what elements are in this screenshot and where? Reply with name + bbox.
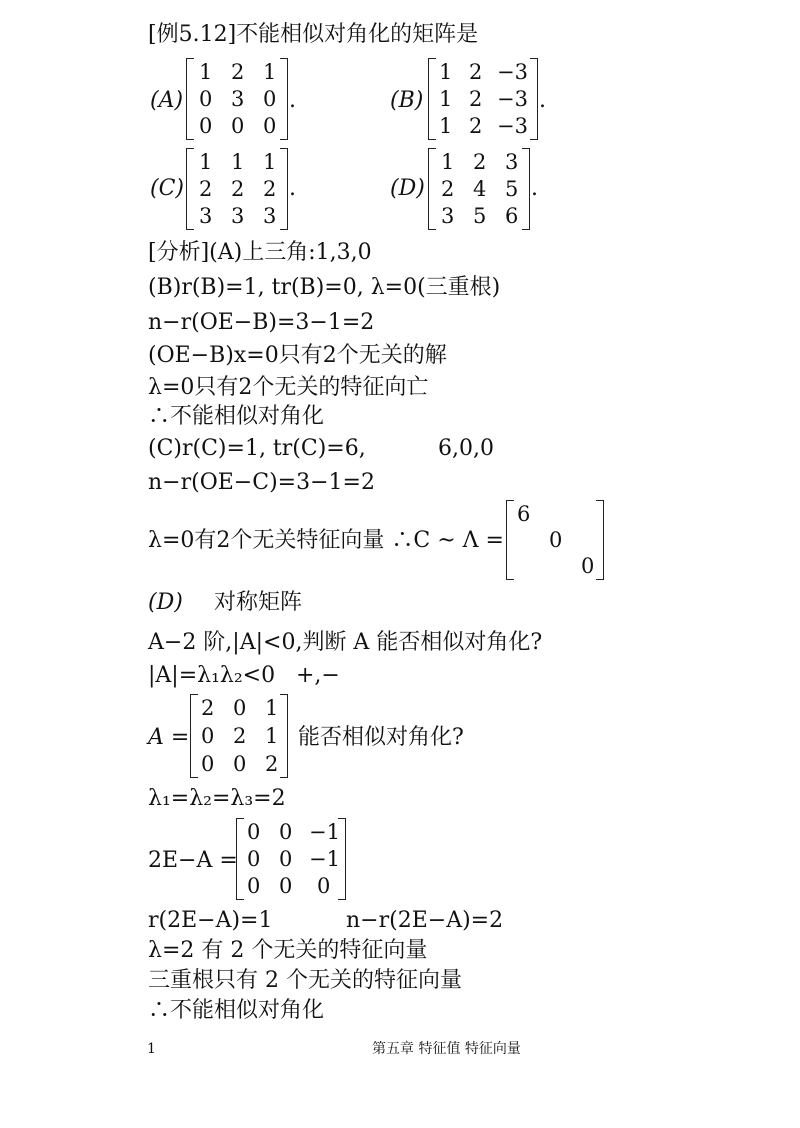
option-d-label: (D) <box>390 176 425 201</box>
matrix-cell: 2 <box>201 696 215 720</box>
matrix-cell: 0 <box>549 528 563 552</box>
matrix-cell: 3 <box>231 204 245 228</box>
matrix-cell: 1 <box>265 724 279 748</box>
analysis-line: [分析](A)上三角:1,3,0 <box>148 240 372 265</box>
option-d-period: . <box>531 176 538 201</box>
matrix-cell: 1 <box>199 150 213 174</box>
analysis-line: 对称矩阵 <box>214 590 303 615</box>
matrix-cell: 2 <box>473 150 487 174</box>
matrix-cell: 4 <box>473 177 487 201</box>
matrix-cell: 0 <box>199 87 213 111</box>
matrix-cell: 0 <box>199 114 213 138</box>
matrix-cell: 0 <box>279 820 293 844</box>
analysis-line: (C)r(C)=1, tr(C)=6, <box>148 436 366 461</box>
matrix-cell: 0 <box>247 874 261 898</box>
matrix-cell: 5 <box>473 204 487 228</box>
matrix-cell: 1 <box>263 60 277 84</box>
option-a-label: (A) <box>150 88 184 113</box>
option-b-label: (B) <box>390 88 424 113</box>
matrix-cell: 1 <box>263 150 277 174</box>
matrix-a <box>190 694 288 778</box>
matrix-cell: 1 <box>439 114 453 138</box>
chapter-title: 第五章 特征值 特征向量 <box>372 1041 521 1057</box>
question-title: [例5.12]不能相似对角化的矩阵是 <box>148 22 479 47</box>
matrix-cell: 2 <box>441 177 455 201</box>
matrix-2e-minus-a <box>236 818 346 900</box>
matrix-cell: 2 <box>233 724 247 748</box>
matrix-cell: 0 <box>279 874 293 898</box>
matrix-cell: −3 <box>497 60 528 84</box>
analysis-line: λ=0只有2个无关的特征向亡 <box>148 375 429 400</box>
analysis-line: 2E−A = <box>148 848 238 873</box>
option-b-matrix <box>428 58 538 140</box>
matrix-cell: 6 <box>505 204 519 228</box>
matrix-cell: 2 <box>231 60 245 84</box>
matrix-cell: 2 <box>469 114 483 138</box>
matrix-cell: 0 <box>201 752 215 776</box>
analysis-line: λ=0有2个无关特征向量 ∴C ~ Λ = <box>148 528 504 553</box>
option-a-matrix <box>186 58 288 140</box>
matrix-cell: 0 <box>263 87 277 111</box>
diagonal-matrix <box>506 500 604 580</box>
analysis-line: A−2 阶,|A|<0,判断 A 能否相似对角化? <box>148 630 543 655</box>
matrix-cell: 1 <box>231 150 245 174</box>
matrix-cell: 0 <box>581 554 595 578</box>
matrix-cell: 0 <box>247 820 261 844</box>
matrix-cell: 1 <box>439 87 453 111</box>
analysis-line: λ₁=λ₂=λ₃=2 <box>148 786 286 811</box>
analysis-line: n−r(OE−C)=3−1=2 <box>148 470 375 495</box>
matrix-cell: −1 <box>309 820 340 844</box>
analysis-line: ∴不能相似对角化 <box>148 998 325 1023</box>
analysis-line: 三重根只有 2 个无关的特征向量 <box>148 968 462 993</box>
analysis-line: |A|=λ₁λ₂<0 <box>148 663 276 688</box>
option-c-period: . <box>289 176 296 201</box>
matrix-cell: 1 <box>439 60 453 84</box>
analysis-line: (B)r(B)=1, tr(B)=0, λ=0(三重根) <box>148 275 501 300</box>
matrix-cell: 0 <box>279 847 293 871</box>
page-number: 1 <box>147 1041 156 1057</box>
matrix-cell: 2 <box>231 177 245 201</box>
analysis-line: 能否相似对角化? <box>298 725 464 750</box>
option-c-label: (C) <box>150 176 184 201</box>
matrix-cell: 3 <box>263 204 277 228</box>
matrix-cell: 0 <box>317 874 331 898</box>
analysis-line: 6,0,0 <box>438 436 494 461</box>
analysis-line: ∴不能相似对角化 <box>148 404 325 429</box>
analysis-line: n−r(OE−B)=3−1=2 <box>148 310 375 335</box>
option-a-period: . <box>289 88 296 113</box>
matrix-cell: 2 <box>469 60 483 84</box>
analysis-line: +,− <box>296 663 340 688</box>
matrix-cell: 0 <box>247 847 261 871</box>
matrix-cell: 1 <box>441 150 455 174</box>
matrix-cell: 1 <box>199 60 213 84</box>
matrix-cell: 3 <box>231 87 245 111</box>
option-d-matrix <box>428 148 530 230</box>
matrix-cell: −1 <box>309 847 340 871</box>
matrix-cell: 2 <box>199 177 213 201</box>
matrix-cell: −3 <box>497 114 528 138</box>
option-b-period: . <box>539 88 546 113</box>
matrix-cell: 0 <box>233 696 247 720</box>
analysis-line: A = <box>148 725 190 750</box>
matrix-cell: 3 <box>505 150 519 174</box>
matrix-cell: 3 <box>441 204 455 228</box>
matrix-cell: 0 <box>233 752 247 776</box>
analysis-line: (OE−B)x=0只有2个无关的解 <box>148 343 447 368</box>
matrix-cell: 6 <box>517 502 531 526</box>
matrix-cell: 2 <box>469 87 483 111</box>
matrix-cell: 1 <box>265 696 279 720</box>
matrix-cell: 0 <box>231 114 245 138</box>
matrix-cell: 0 <box>263 114 277 138</box>
analysis-line: n−r(2E−A)=2 <box>346 908 504 933</box>
analysis-line: r(2E−A)=1 <box>148 908 273 933</box>
matrix-cell: 0 <box>201 724 215 748</box>
matrix-cell: −3 <box>497 87 528 111</box>
matrix-cell: 2 <box>265 752 279 776</box>
analysis-line: (D) <box>148 590 183 615</box>
matrix-cell: 3 <box>199 204 213 228</box>
matrix-cell: 5 <box>505 177 519 201</box>
analysis-line: λ=2 有 2 个无关的特征向量 <box>148 938 428 963</box>
matrix-cell: 2 <box>263 177 277 201</box>
option-c-matrix <box>186 148 288 230</box>
